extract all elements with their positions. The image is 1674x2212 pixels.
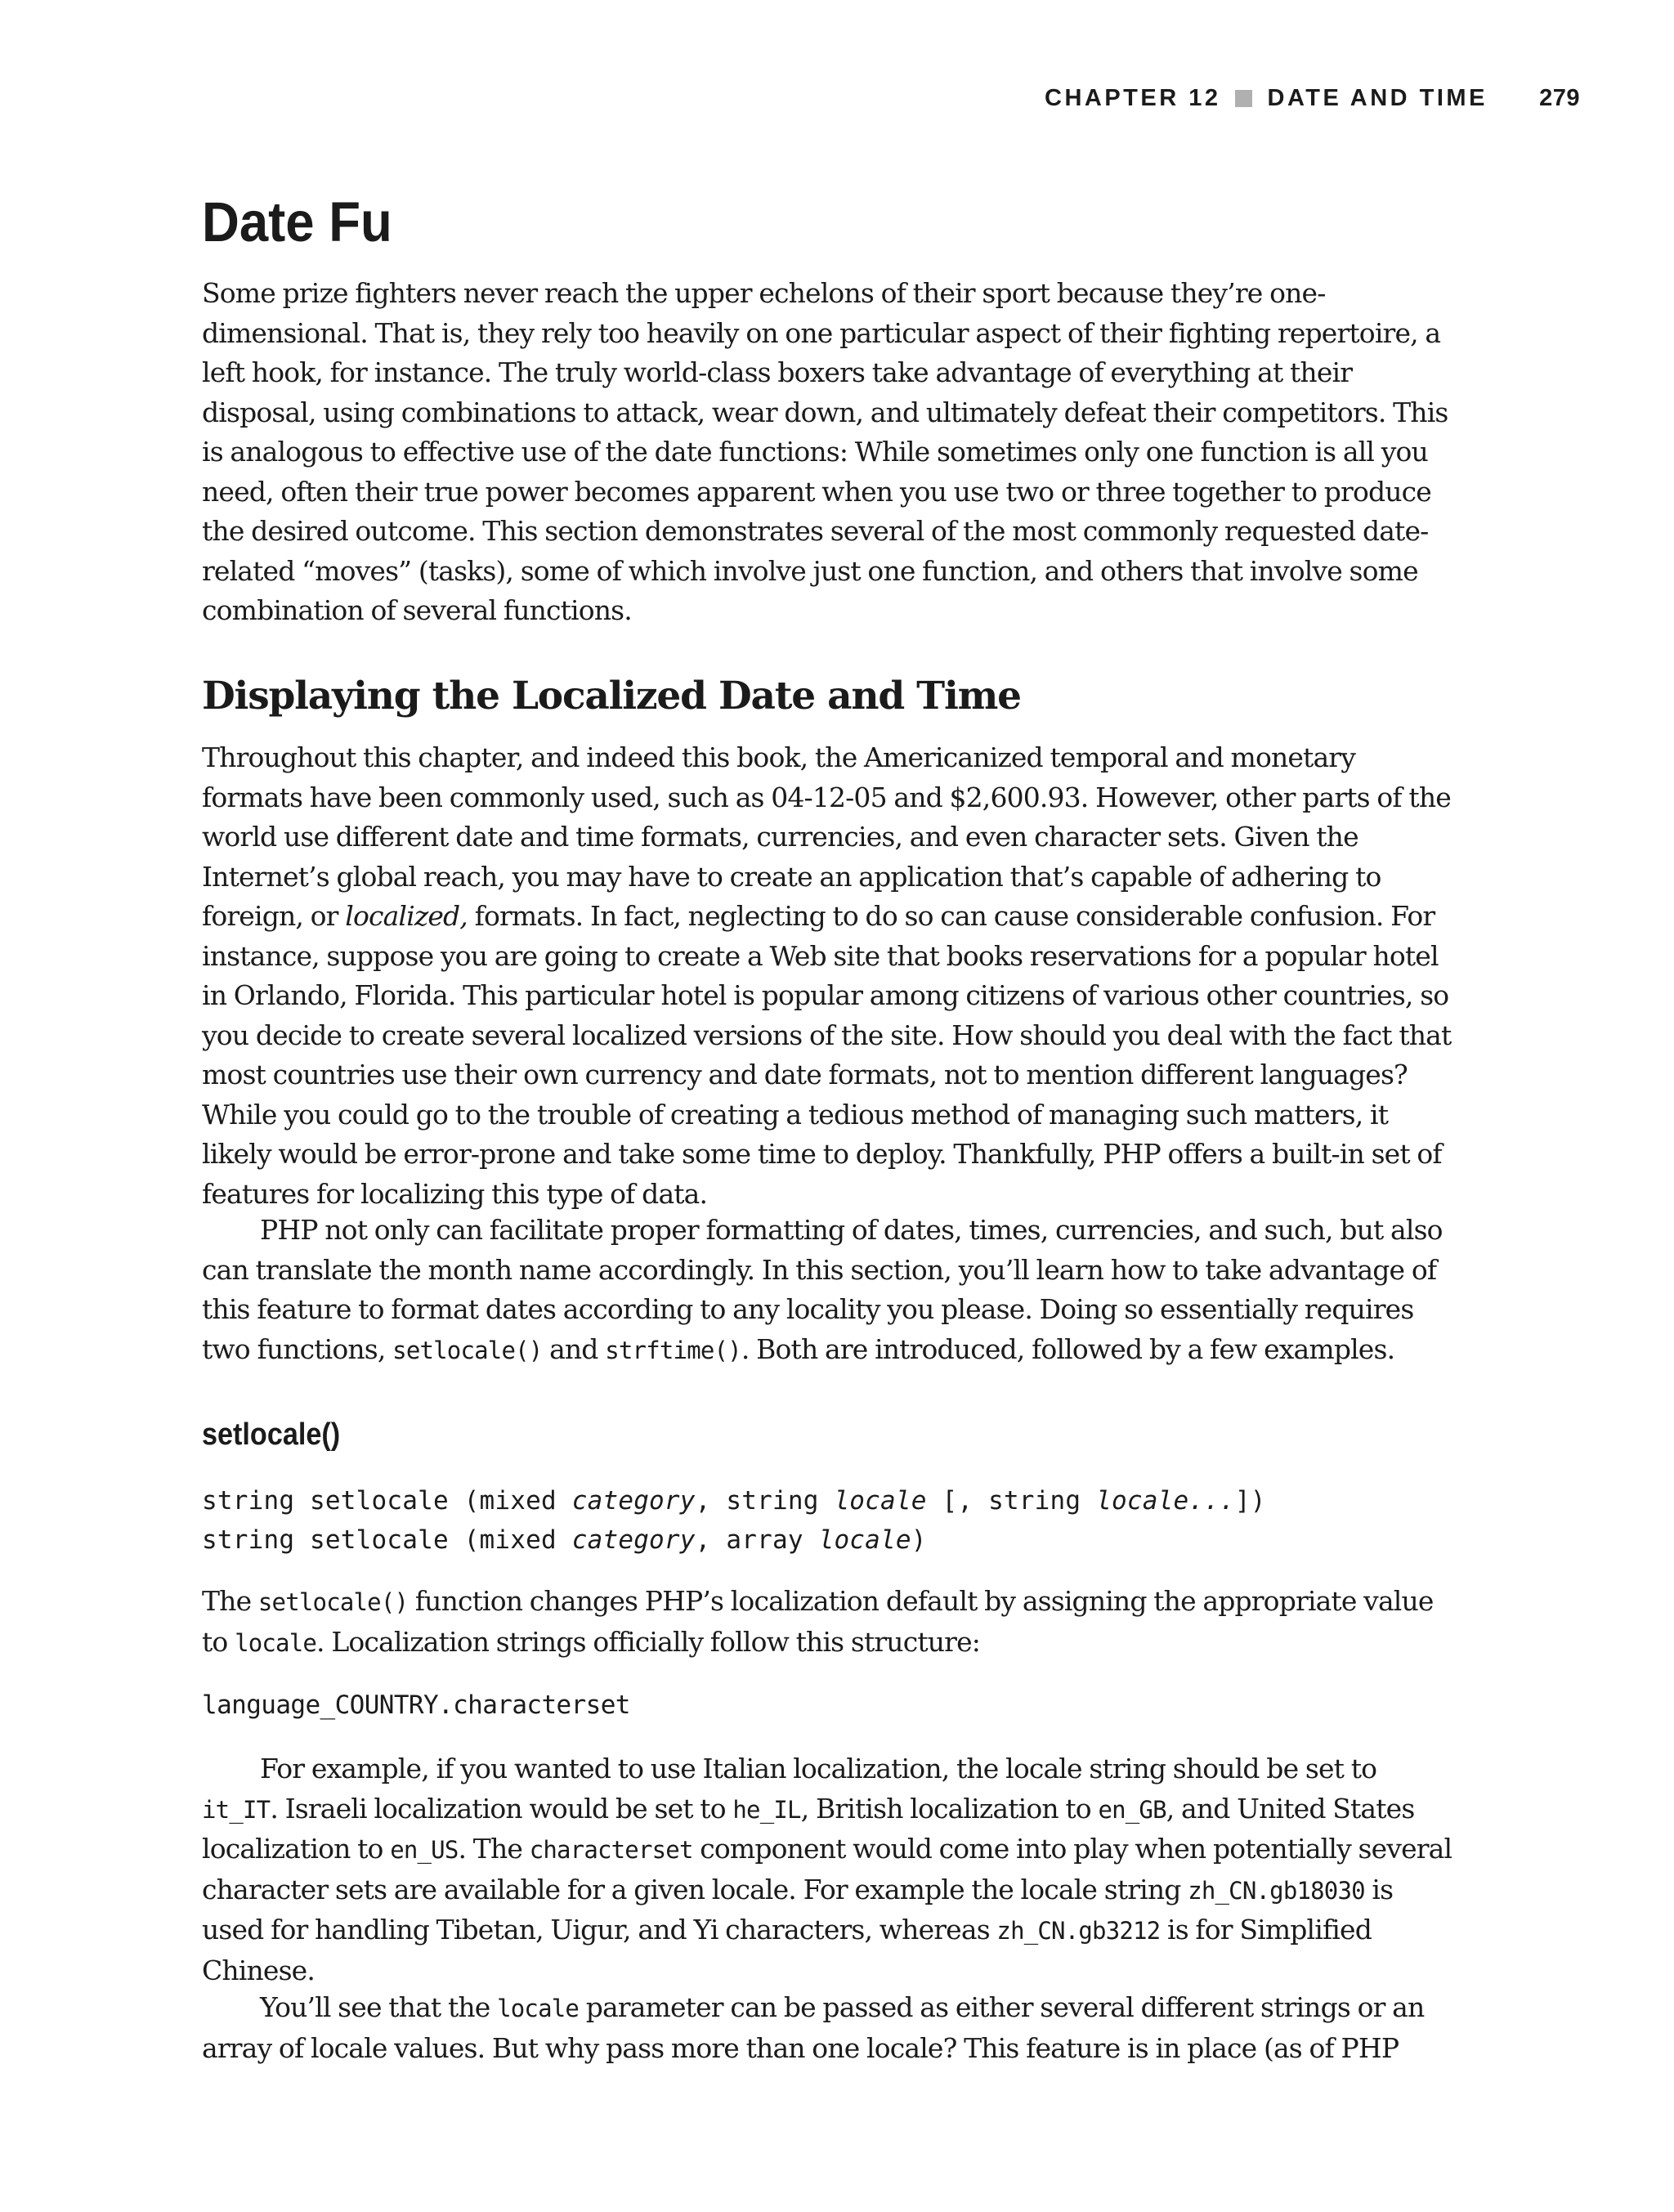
paragraph-date-fu-intro: Some prize fighters never reach the upper echelons of their sport because they’re one-dimensional. That is, they rely too heavily on one particular aspect of their fighting repertoire, a left hook, for instance. The truly world-class boxers take advantage of everything at their disposal, using combinations to attack, wear down, and ultimately defeat their competitors. This is analogous to effective use of the date functions: While sometimes only one function is all you need, often their true power becomes apparent when you use two or three together to produce the desired outcome. This section demonstrates several of the most commonly requested date-related “moves” (tasks), some of which involve just one function, and others that involve some combination of several functions.	[202, 277, 1448, 626]
paragraph-localized-functions: PHP not only can facilitate proper formatting of dates, times, currencies, and such, but also can translate the month name accordingly. In this section, you’ll learn how to take advantage of this feature to format dates according to any locality you please. Doing so essentially requires two functions, setlocale() and strftime(). Both are introduced, followed by a few examples.	[202, 1214, 1443, 1365]
signature-line-2: string setlocale (mixed category, array locale)	[202, 1525, 927, 1555]
emphasis-localized: localized,	[345, 900, 468, 932]
page-number: 279	[1539, 84, 1580, 111]
square-separator-icon	[1235, 90, 1252, 107]
paragraph-locale-examples: For example, if you wanted to use Italian localization, the locale string should be set to it_IT. Israeli localization would be set to he_IL, British localization to en_GB, and United States localization to en_US. The characterset component would come into play when potentially several character sets are available for a given locale. For example the locale string zh_CN.gb18030 is used for handling Tibetan, Uigur, and Yi characters, whereas zh_CN.gb3212 is for Simplified Chinese.	[202, 1753, 1452, 1986]
paragraph-setlocale-description: The setlocale() function changes PHP’s localization default by assigning the appropriate value to locale. Localization strings officially follow this structure:	[202, 1585, 1434, 1658]
function-signature-block	[202, 1481, 1457, 1560]
section-label: DATE AND TIME	[1267, 84, 1488, 111]
signature-line-1: string setlocale (mixed category, string locale [, string locale...])	[202, 1486, 1266, 1516]
paragraph-localized-intro: Throughout this chapter, and indeed this book, the Americanized temporal and monetary formats have been commonly used, such as 04-12-05 and $2,600.93. However, other parts of the world use different date and time formats, currencies, and even character sets. Given the Internet’s global reach, you may have to create an application that’s capable of adhering to foreign, or localized, formats. In fact, neglecting to do so can cause considerable confusion. For instance, suppose you are going to create a Web site that books reservations for a popular hotel in Orlando, Florida. This particular hotel is popular among citizens of various other countries, so you decide to create several localized versions of the site. How should you deal with the fact that most countries use their own currency and date formats, not to mention different languages? While you could go to the trouble of creating a tedious method of managing such matters, it likely would be error-prone and take some time to deploy. Thankfully, PHP offers a built-in set of features for localizing this type of data.	[202, 741, 1452, 1210]
heading-setlocale: setlocale()	[202, 1417, 341, 1452]
locale-structure-code: language_COUNTRY.characterset	[202, 1690, 630, 1720]
paragraph-locale-parameter: You’ll see that the locale parameter can be passed as either several different strings or an array of locale values. But why pass more than one locale? This feature is in place (as of PHP	[202, 1991, 1425, 2064]
heading-localized-date-time: Displaying the Localized Date and Time	[202, 674, 1021, 719]
chapter-label: CHAPTER 12	[1045, 84, 1221, 111]
heading-date-fu: Date Fu	[202, 190, 392, 253]
running-header	[1045, 82, 1580, 114]
code-setlocale: setlocale()	[392, 1336, 543, 1364]
code-strftime: strftime()	[605, 1336, 741, 1364]
